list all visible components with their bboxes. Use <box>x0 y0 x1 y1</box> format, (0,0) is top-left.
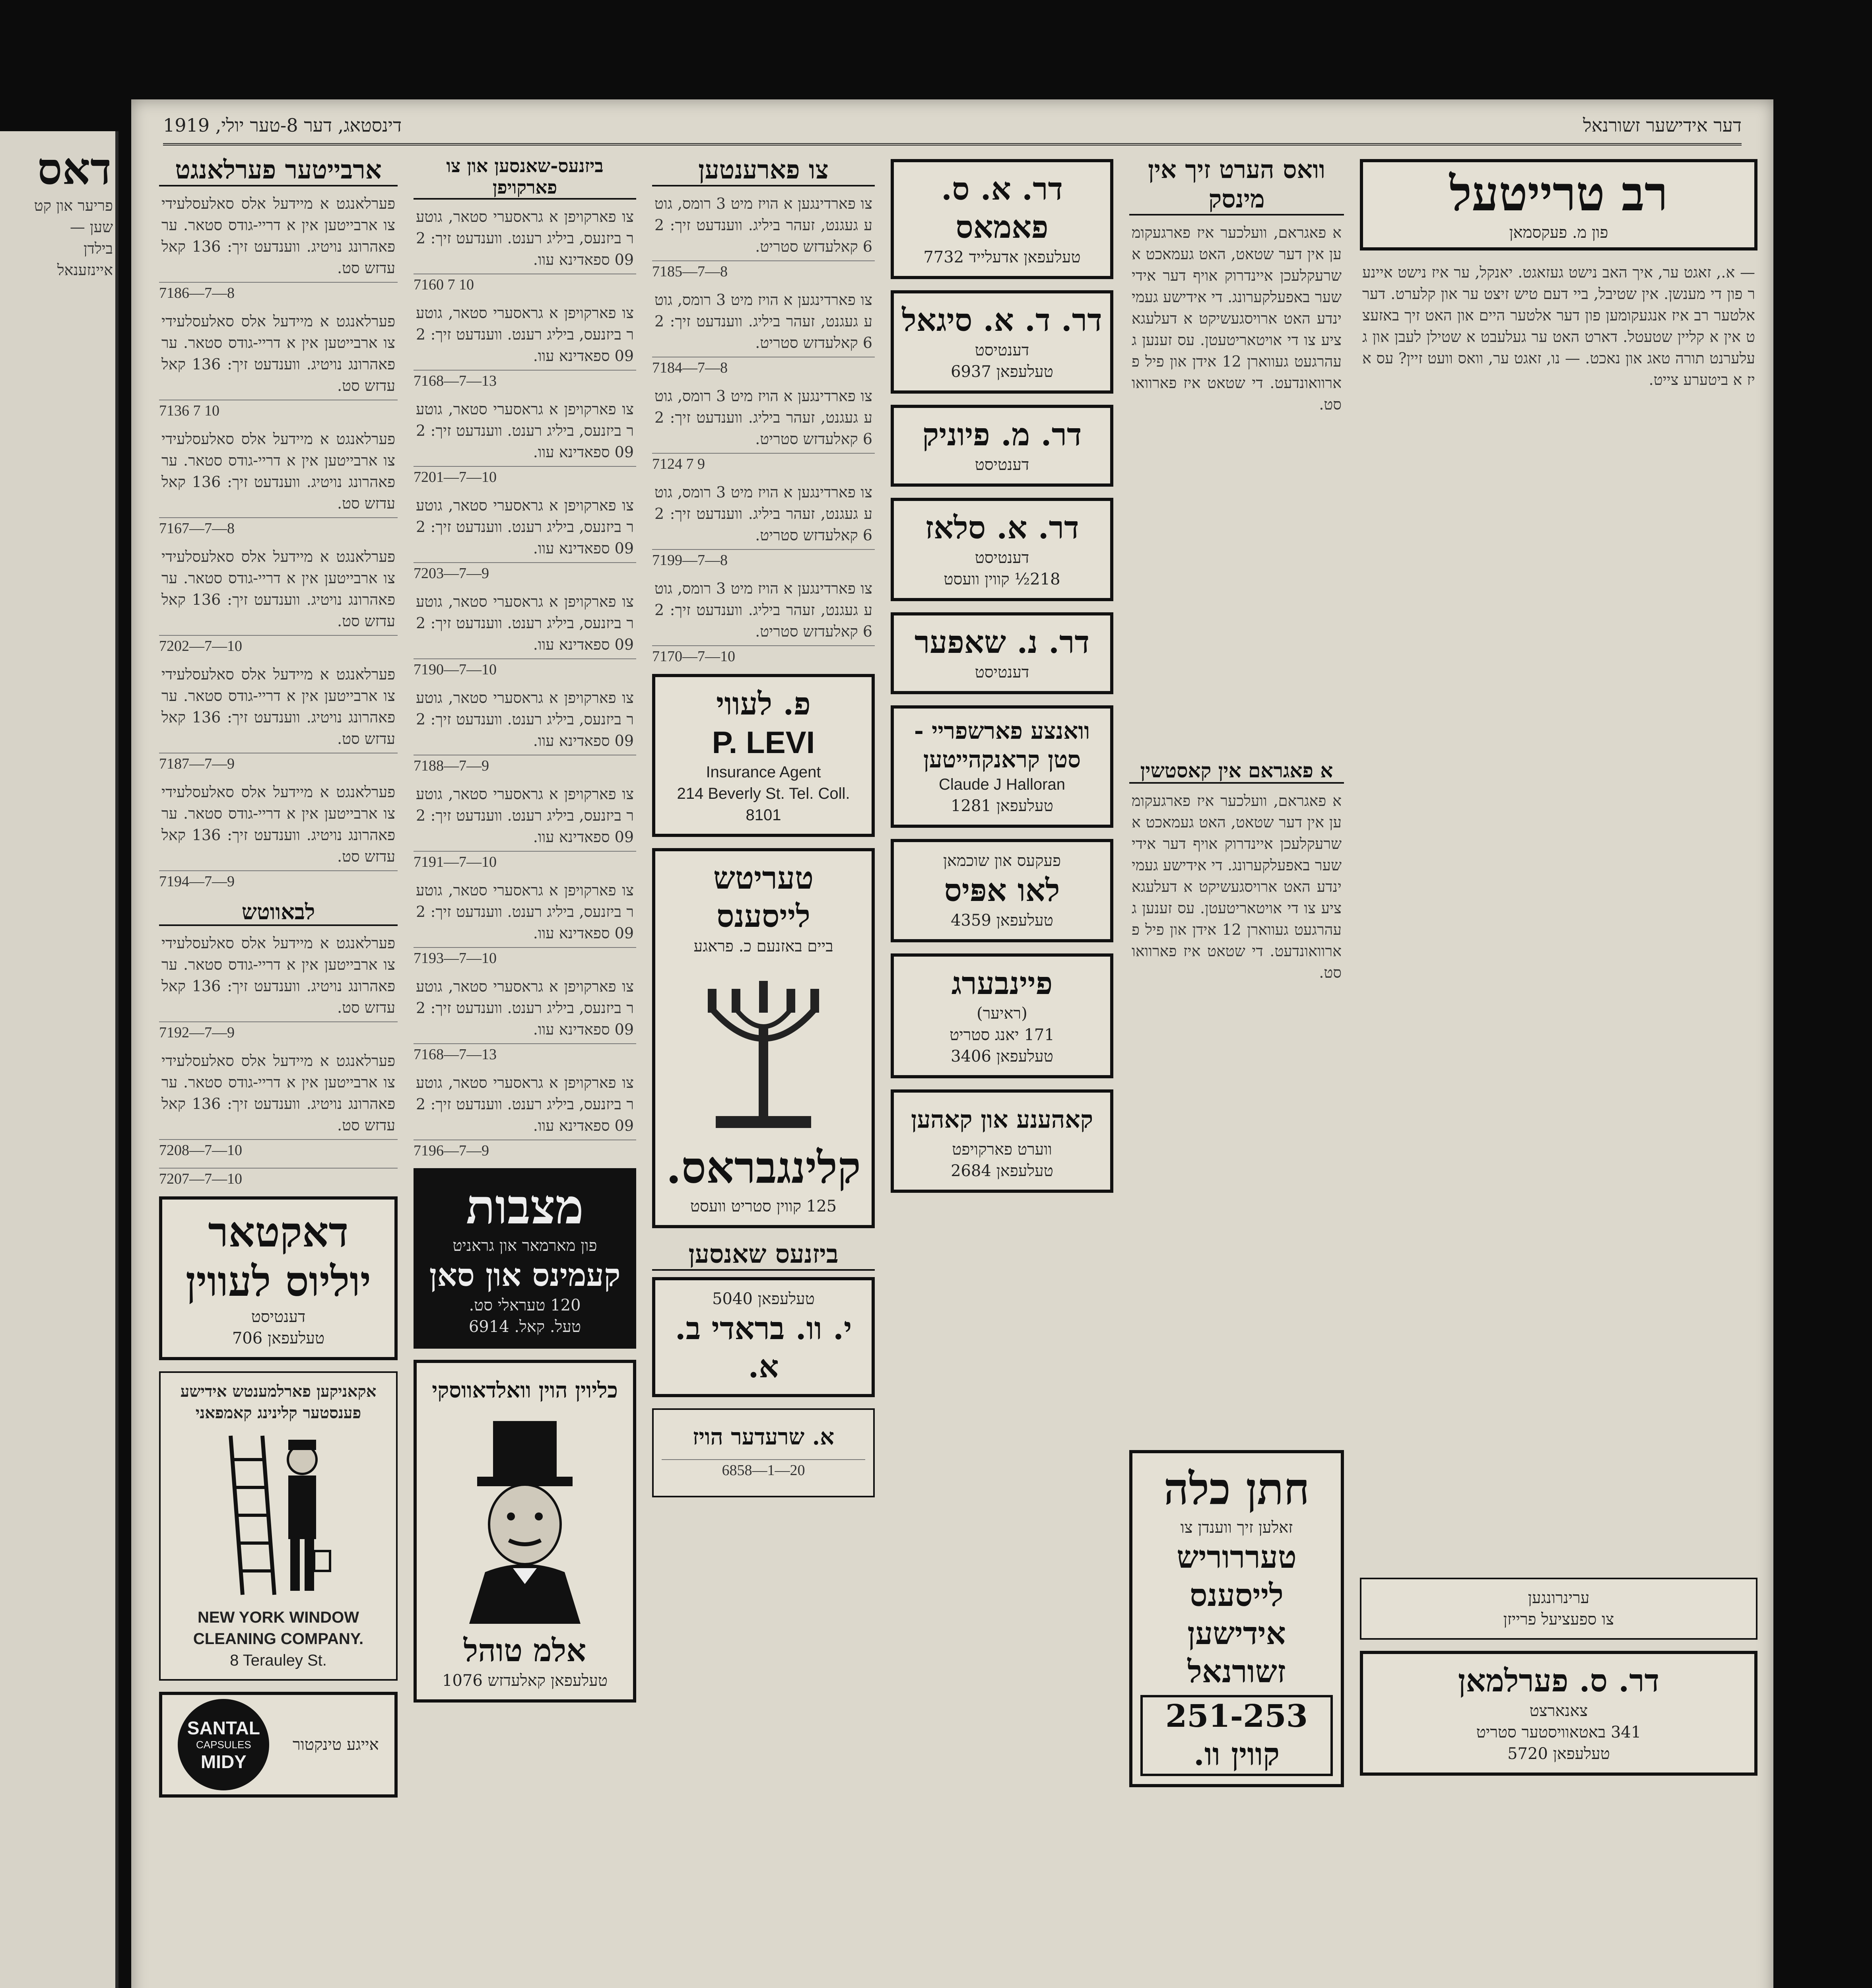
article-headline: רב טרייטעל <box>1449 166 1668 222</box>
ad-feinberg-title: פיינבערג <box>951 965 1053 1002</box>
ad-levine <box>159 1196 398 1360</box>
classified-item: פערלאנגט א מיידעל אלס סאלעסלעידי צו ארבייטען אין א דריי-גודס סטאר. ערפאהרונג נויטיג. ווענדעט זיך: 136 קאלעדזש סט. <box>161 783 396 865</box>
ad-tombstones-name: קעמינס און סאן <box>429 1257 621 1293</box>
prev-page-line: בילדן <box>83 240 113 257</box>
article-2-body: א פאגראם, וועלכער איז פארגעקומען אין דער שטאט, האט געמאכט א שרעקלעכן איינדרוק אויף דער אידישער באפעלקערונג. די אידישע געמיינדע האט ארויסגעשיקט א דעלעגאציע צו די אויטאריטעטן. עס זענען געהרגעט געווארן 12 אידן און פיל פארוואונדעט. די שטאט איז פארוואוסט. <box>1132 224 1342 413</box>
prev-page-headline: דאס <box>37 143 111 194</box>
classified-item: צו פארקויפן א גראסערי סטאר, גוטער ביזנעס, ביליג רענט. ווענדעט זיך: 209 ספאדינא עוו. <box>416 208 634 268</box>
article-byline: פון מ. פעקסמאן <box>1509 223 1608 242</box>
classified-item: צו פארקויפן א גראסערי סטאר, גוטער ביזנעס, ביליג רענט. ווענדעט זיך: 209 ספאדינא עוו. <box>416 400 634 461</box>
ad-window-english: NEW YORK WINDOW CLEANING COMPANY. <box>193 1609 364 1648</box>
folio-publication: דער אידישער זשורנאל <box>1583 115 1742 136</box>
ad-olmtz-phone: טעלעפאן קאלעדזש 1076 <box>442 1672 608 1690</box>
classified-code: 7203—7—9 <box>414 562 636 582</box>
ad-signal-phone: טעלעפאן 6937 <box>951 363 1053 381</box>
ad-tombstones-phone: טעל. קאל. 6914 <box>468 1318 581 1336</box>
classified-item: פערלאנגט א מיידעל אלס סאלעסלעידי צו ארבייטען אין א דריי-גודס סטאר. ערפאהרונג נויטיג. ווענדעט זיך: 136 קאלעדזש סט. <box>161 430 396 512</box>
classified-code: 7124 7 9 <box>652 453 875 473</box>
ad-feinberg-phone: טעלעפאן 3406 <box>951 1047 1053 1066</box>
article-body: — א., זאגט ער, איך האב נישט געזאגט. יאנקל, ער איז נישט איינער פון די מענשן. אין שטיבל, ביי דעם טיש זיצט ער און קלערט. דער אלטער רב איז אנגעקומען פון דער אלטער היים און האט זיך באזעצט אין א קליין שטעטל. דארט האט ער געלעבט א שטילן לעבן און געלערנט תורה טאג און נאכט. — נו, זאגט ער, וואס וועט זיין? עס איז א ביטערע צייט. <box>1362 264 1755 388</box>
ad-insurance-hebrew: פ. לעווי <box>716 686 811 722</box>
ad-window-title: אקאניקען פארלמענטש אידישע פענסטער קלינינג קאמפאני <box>180 1382 377 1422</box>
ad-window-cleaning <box>159 1371 398 1681</box>
classified-section-business-sale: ביזנעס-שאנסען און צו פארקויפן <box>414 155 636 200</box>
column-5 <box>414 155 636 1988</box>
ad-santal-hebrew: אייגע טינקטור <box>293 1736 379 1754</box>
ad-schaffer <box>891 612 1113 694</box>
ad-slaz-sub: דענטיסט <box>975 549 1029 567</box>
classified-item: צו פארקויפן א גראסערי סטאר, גוטער ביזנעס, ביליג רענט. ווענדעט זיך: 209 ספאדינא עוו. <box>416 689 634 749</box>
ad-perlman-phone: טעלעפאן 5720 <box>1507 1745 1610 1763</box>
classified-item: צו פארקויפן א גראסערי סטאר, גוטער ביזנעס, ביליג רענט. ווענדעט זיך: 209 ספאדינא עוו. <box>416 1074 634 1134</box>
page-folio <box>163 107 1742 146</box>
classified-code: 7167—7—8 <box>159 517 398 537</box>
ad-leo-title: פעקעס און שוכמאן <box>943 852 1061 870</box>
ad-halloran-name: Claude J Halloran <box>939 776 1065 793</box>
ad-signal-sub: דענטיסט <box>975 341 1029 359</box>
prev-page-line: שען — <box>70 218 113 236</box>
classified-item: פערלאנגט א מיידעל אלס סאלעסלעידי צו ארבייטען אין א דריי-גודס סטאר. ערפאהרונג נויטיג. ווענדעט זיך: 136 קאלעדזש סט. <box>161 548 396 630</box>
ad-pomas-sub: טעלעפאן אדעלייד 7732 <box>923 248 1081 266</box>
ad-slaz-address: 218½ קווין וועסט <box>944 570 1060 588</box>
classified-item: פערלאנגט א מיידעל אלס סאלעסלעידי צו ארבייטען אין א דריי-גודס סטאר. ערפאהרונג נויטיג. ווענדעט זיך: 136 קאלעדזש סט. <box>161 666 396 747</box>
ad-marriage-licence <box>652 848 875 1228</box>
ad-brody <box>652 1277 875 1397</box>
ad-schaffer-title: דר. נ. שאפער <box>914 624 1089 660</box>
classified-code: 7193—7—10 <box>414 947 636 967</box>
column-6 <box>159 155 398 1988</box>
classified-item: פערלאנגט א מיידעל אלס סאלעסלעידי צו ארבייטען אין א דריי-גודס סטאר. ערפאהרונג נויטיג. ווענדעט זיך: 136 קאלעדזש סט. <box>161 195 396 277</box>
ad-pomas-title: דר. א. ס. פאמאס <box>941 171 1063 245</box>
classified-code: 7186—7—8 <box>159 282 398 302</box>
article-2-body-continued: א פאגראם, וועלכער איז פארגעקומען אין דער שטאט, האט געמאכט א שרעקלעכן איינדרוק אויף דער אידישער באפעלקערונג. די אידישע געמיינדע האט ארויסגעשיקט א דעלעגאציע צו די אויטאריטעטן. עס זענען געהרגעט געווארן 12 אידן און פיל פארוואונדעט. די שטאט איז פארוואוסט. <box>1132 792 1342 981</box>
ad-pionik-sub: דענטיסט <box>975 456 1029 474</box>
ad-marriage-title: טעריטש לייסענס <box>713 860 814 934</box>
ad-insurance-name: P. LEVI <box>712 725 815 760</box>
classified-code: 7207—7—10 <box>159 1168 398 1188</box>
column-2 <box>1129 155 1344 1988</box>
ad-brody-title: י. וו. בראדי ב. א. <box>675 1310 852 1385</box>
previous-page-strip <box>0 131 118 1988</box>
classified-section-workers: ארבייטער פערלאנגט <box>159 155 398 186</box>
ad-briefs-line: ערינרונגען <box>1528 1589 1590 1607</box>
ad-olmtz-name: אלמ טוהל <box>463 1633 586 1669</box>
ad-slaz-title: דר. א. סלאז <box>925 510 1079 546</box>
ad-tombstones <box>414 1168 636 1349</box>
ad-levine-phone: טעלעפאן 706 <box>232 1329 325 1347</box>
article-2-headline: וואס הערט זיך אין מינסק <box>1129 155 1344 215</box>
classified-code: 7168—7—13 <box>414 1043 636 1063</box>
ad-halloran-phone: טעלעפאן 1281 <box>951 797 1053 815</box>
classified-section-rent: צו פארענטען <box>652 155 875 186</box>
classified-code: 7136 7 10 <box>159 400 398 419</box>
classified-code: 7199—7—8 <box>652 549 875 569</box>
classified-code: 7202—7—10 <box>159 635 398 655</box>
ad-levine-sub: דענטיסט <box>251 1308 306 1326</box>
ad-chosn-kale <box>1129 1450 1344 1787</box>
ad-insurance <box>652 674 875 837</box>
classified-code: 7188—7—9 <box>414 755 636 775</box>
classified-code: 7192—7—9 <box>159 1021 398 1041</box>
classified-section-business: ביזנעס שאנסען <box>652 1239 875 1271</box>
ad-tombstones-title: מצבות <box>466 1179 584 1235</box>
man-in-top-hat-illustration <box>453 1417 596 1624</box>
classified-item: צו פארקויפן א גראסערי סטאר, גוטער ביזנעס, ביליג רענט. ווענדעט זיך: 209 ספאדינא עוו. <box>416 497 634 557</box>
ad-olmtz-title: כליוין הוין וואלדאווסקי <box>432 1377 618 1403</box>
folio-date: דינסטאג, דער 8-טער יולי, 1919 <box>163 115 402 136</box>
newspaper-page <box>131 99 1773 1988</box>
ad-leo-phone: טעלעפאן 4359 <box>951 911 1053 930</box>
classified-item: צו פארדינגען א הויז מיט 3 רומס, גוטע געגנט, זעהר ביליג. ווענדעט זיך: 26 קאלעדזש סטריט. <box>654 483 872 544</box>
prev-page-line: איינזענאל <box>57 261 113 279</box>
ad-halloran-title: וואנצע פארשפריי - סטן קראנקהייטען <box>914 717 1090 773</box>
classified-code: 7170—7—10 <box>652 645 875 665</box>
ad-signal <box>891 290 1113 394</box>
column-1 <box>1360 155 1757 1988</box>
ad-slaz <box>891 498 1113 601</box>
ad-insurance-title: Insurance Agent <box>706 763 821 781</box>
classified-section-misc: לבאווטש <box>159 899 398 926</box>
ad-feinberg <box>891 953 1113 1078</box>
article-2-section: א פאגראם אין קאסטשין <box>1129 759 1344 784</box>
classified-item: צו פארדינגען א הויז מיט 3 רומס, גוטע געגנט, זעהר ביליג. ווענדעט זיך: 26 קאלעדזש סטריט. <box>654 387 872 448</box>
ad-leo <box>891 839 1113 942</box>
ad-chosn-journal: אידישען זשורנאל <box>1187 1615 1286 1690</box>
classified-item: צו פארדינגען א הויז מיט 3 רומס, גוטע געגנט, זעהר ביליג. ווענדעט זיך: 26 קאלעדזש סטריט. <box>654 195 872 255</box>
classified-item: צו פארקויפן א גראסערי סטאר, גוטער ביזנעס, ביליג רענט. ווענדעט זיך: 209 ספאדינא עוו. <box>416 593 634 653</box>
ad-halloran <box>891 705 1113 828</box>
ad-olmtz <box>414 1360 636 1703</box>
classified-item: פערלאנגט א מיידעל אלס סאלעסלעידי צו ארבייטען אין א דריי-גודס סטאר. ערפאהרונג נויטיג. ווענדעט זיך: 136 קאלעדזש סט. <box>161 1052 396 1134</box>
ad-signal-title: דר. ד. א. סיגאל <box>902 302 1102 338</box>
ad-levine-title: דאקטאר יוליוס לעווין <box>185 1208 371 1306</box>
ad-perlman <box>1360 1651 1757 1776</box>
ad-perlman-address: 341 באטאוויסטער סטריט <box>1476 1723 1641 1741</box>
ad-briefs <box>1360 1578 1757 1640</box>
ad-santal-logo <box>178 1699 269 1790</box>
ad-klingbros-address: 125 קווין סטריט וועסט <box>690 1197 837 1215</box>
candelabra-illustration <box>700 965 827 1132</box>
classified-code: 7208—7—10 <box>159 1139 398 1159</box>
ad-klingbros-title: קלינגבראס. <box>666 1142 861 1193</box>
column-4 <box>652 155 875 1988</box>
ad-perlman-sub: צאנארצט <box>1529 1702 1588 1720</box>
ad-briefs-line: צו ספעציעל פרייזן <box>1503 1610 1614 1629</box>
classified-item: צו פארקויפן א גראסערי סטאר, גוטער ביזנעס, ביליג רענט. ווענדעט זיך: 209 ספאדינא עוו. <box>416 978 634 1038</box>
ad-pomas <box>891 159 1113 279</box>
ad-tombstones-sub: פון מארמאר און גראניט <box>452 1237 597 1255</box>
ad-leo-name: לאו אפּיס <box>944 872 1060 909</box>
ad-santal-name: SANTAL <box>187 1717 260 1738</box>
ad-chosn-title: חתן כלה <box>1163 1463 1310 1514</box>
ad-santal-midy: MIDY <box>200 1751 247 1772</box>
ad-pionik <box>891 405 1113 487</box>
prev-page-line: פריער און קט <box>34 197 113 214</box>
classified-item: צו פארקויפן א גראסערי סטאר, גוטער ביזנעס, ביליג רענט. ווענדעט זיך: 209 ספאדינא עוו. <box>416 304 634 365</box>
ad-santal <box>159 1692 398 1798</box>
classified-code: 7194—7—9 <box>159 870 398 890</box>
classified-code: 7196—7—9 <box>414 1140 636 1159</box>
classified-code: 7191—7—10 <box>414 851 636 871</box>
classified-item: צו פארדינגען א הויז מיט 3 רומס, גוטע געגנט, זעהר ביליג. ווענדעט זיך: 26 קאלעדזש סטריט. <box>654 580 872 640</box>
window-cleaner-ladder-illustration <box>219 1432 338 1599</box>
ad-marriage-sub: ביים באזנעם כ. פראגע <box>693 937 833 955</box>
ad-feinberg-address: 171 יאנג סטריט <box>950 1026 1054 1044</box>
classified-item: צו פארקויפן א גראסערי סטאר, גוטער ביזנעס, ביליג רענט. ווענדעט זיך: 209 ספאדינא עוו. <box>416 785 634 846</box>
ad-insurance-address: 214 Beverly St. Tel. Coll. 8101 <box>677 785 850 824</box>
ad-shredder-title: א. שרעדער הויז <box>692 1424 835 1450</box>
ad-schaffer-sub: דענטיסט <box>975 663 1029 681</box>
ad-perlman-title: דר. ס. פערלמאן <box>1458 1663 1660 1699</box>
ad-santal-capsules: CAPSULES <box>196 1738 251 1751</box>
column-3 <box>891 155 1113 1988</box>
classified-code: 7168—7—13 <box>414 370 636 390</box>
ad-coffee <box>891 1089 1113 1193</box>
ad-coffee-sub: ווערט פארקויפט <box>952 1140 1052 1159</box>
classified-item: צו פארדינגען א הויז מיט 3 רומס, גוטע געגנט, זעהר ביליג. ווענדעט זיך: 26 קאלעדזש סטריט. <box>654 291 872 351</box>
ad-window-address: 8 Terauley St. <box>230 1652 327 1669</box>
classified-code: 7184—7—8 <box>652 357 875 377</box>
ad-shredder <box>652 1408 875 1497</box>
article-headline-box <box>1360 159 1757 250</box>
ad-shredder-code: 6858—1—20 <box>662 1459 865 1479</box>
ad-pionik-title: דר. מ. פיוניק <box>922 417 1082 453</box>
classified-code: 7187—7—9 <box>159 753 398 773</box>
ad-chosn-address: 251-253 קווין וו. <box>1140 1695 1333 1776</box>
classified-code: 7185—7—8 <box>652 260 875 280</box>
classified-item: פערלאנגט א מיידעל אלס סאלעסלעידי צו ארבייטען אין א דריי-גודס סטאר. ערפאהרונג נויטיג. ווענדעט זיך: 136 קאלעדזש סט. <box>161 934 396 1016</box>
ad-tombstones-address: 120 טעראלי סט. <box>469 1296 581 1314</box>
classified-code: 7160 7 10 <box>414 274 636 293</box>
ad-brody-phone: טעלעפאן 5040 <box>712 1290 815 1308</box>
ad-feinberg-sub: (ראיער) <box>977 1004 1027 1023</box>
classified-item: פערלאנגט א מיידעל אלס סאלעסלעידי צו ארבייטען אין א דריי-גודס סטאר. ערפאהרונג נויטיג. ווענדעט זיך: 136 קאלעדזש סט. <box>161 313 396 394</box>
ad-coffee-phone: טעלעפאן 2684 <box>951 1162 1053 1180</box>
classified-item: צו פארקויפן א גראסערי סטאר, גוטער ביזנעס, ביליג רענט. ווענדעט זיך: 209 ספאדינא עוו. <box>416 881 634 942</box>
classified-code: 7190—7—10 <box>414 658 636 678</box>
ad-coffee-title: קאהענע און קאהען <box>911 1106 1093 1134</box>
classified-code: 7201—7—10 <box>414 466 636 486</box>
ad-chosn-sub: זאלען זיך ווענדן צו <box>1180 1518 1293 1537</box>
ad-chosn-licence: טעררוריש לייסענס <box>1177 1539 1297 1613</box>
